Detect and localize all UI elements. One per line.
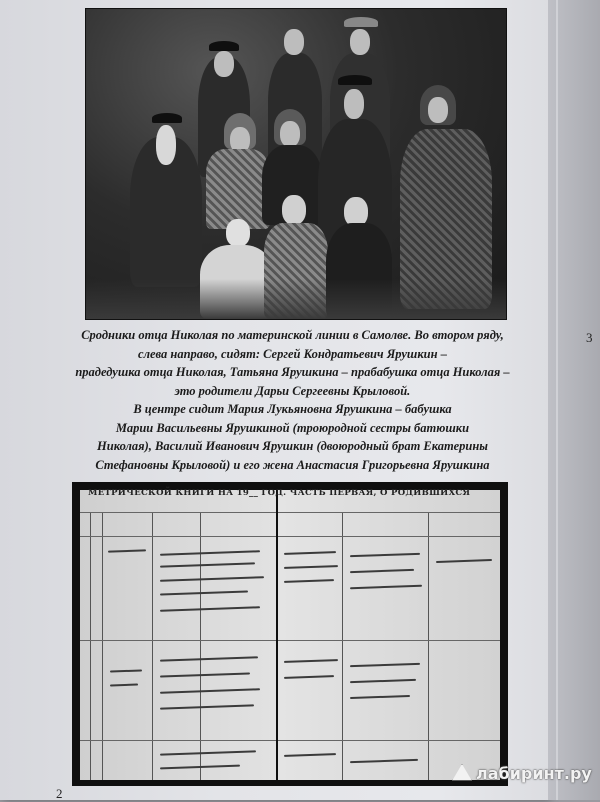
caption-line: Николая), Василий Иванович Ярушкин (двоюродный брат Екатерины bbox=[97, 439, 488, 453]
labirint-logo-icon bbox=[452, 764, 472, 781]
facing-page-edge bbox=[548, 0, 600, 800]
child-face bbox=[226, 219, 250, 247]
person-hat bbox=[209, 41, 239, 51]
person-face bbox=[350, 29, 370, 55]
person-hat bbox=[338, 75, 372, 85]
photo-caption bbox=[55, 326, 530, 474]
person-face bbox=[344, 89, 364, 119]
ground bbox=[86, 279, 506, 319]
person-face bbox=[428, 97, 448, 123]
register-header: МЕТРИЧЕСКОЙ КНИГИ НА 19__ ГОД. ЧАСТЬ ПЕРВАЯ, О РОДИВШИХСЯ bbox=[88, 488, 471, 498]
caption-line: Марии Васильевны Ярушкиной (троюродной сестры батюшки bbox=[115, 420, 470, 435]
caption-line: В центре сидит Мария Лукьяновна Ярушкина – бабушка bbox=[133, 402, 452, 416]
person-face bbox=[284, 29, 304, 55]
person-face bbox=[214, 51, 234, 77]
page-number-margin: 3 bbox=[586, 330, 593, 345]
person-hat bbox=[344, 17, 378, 27]
caption-line: Стефановны Крыловой) и его жена Анастасия Григорьевна Ярушкина bbox=[95, 457, 490, 472]
person-face bbox=[280, 121, 300, 147]
watermark-text: лабиринт.ру bbox=[476, 764, 592, 783]
person-hat bbox=[152, 113, 182, 123]
person-dress bbox=[206, 149, 270, 229]
person-face bbox=[156, 125, 176, 165]
caption-line: Сродники отца Николая по материнской линии в Самолве. Во втором ряду, bbox=[81, 328, 504, 342]
family-photograph bbox=[85, 8, 507, 320]
caption-line: прадедушка отца Николая, Татьяна Ярушкина – прабабушка отца Николая – bbox=[75, 365, 510, 379]
caption-line: слева направо, сидят: Сергей Кондратьевич Ярушкин – bbox=[138, 346, 447, 361]
watermark bbox=[452, 764, 592, 783]
register-left-page bbox=[80, 490, 276, 780]
page-number-bottom: 2 bbox=[56, 786, 63, 801]
metric-book-scan bbox=[72, 482, 508, 786]
child-face bbox=[282, 195, 306, 225]
register-right-page bbox=[278, 490, 500, 780]
caption-line: это родители Дарьи Сергеевны Крыловой. bbox=[174, 383, 411, 398]
